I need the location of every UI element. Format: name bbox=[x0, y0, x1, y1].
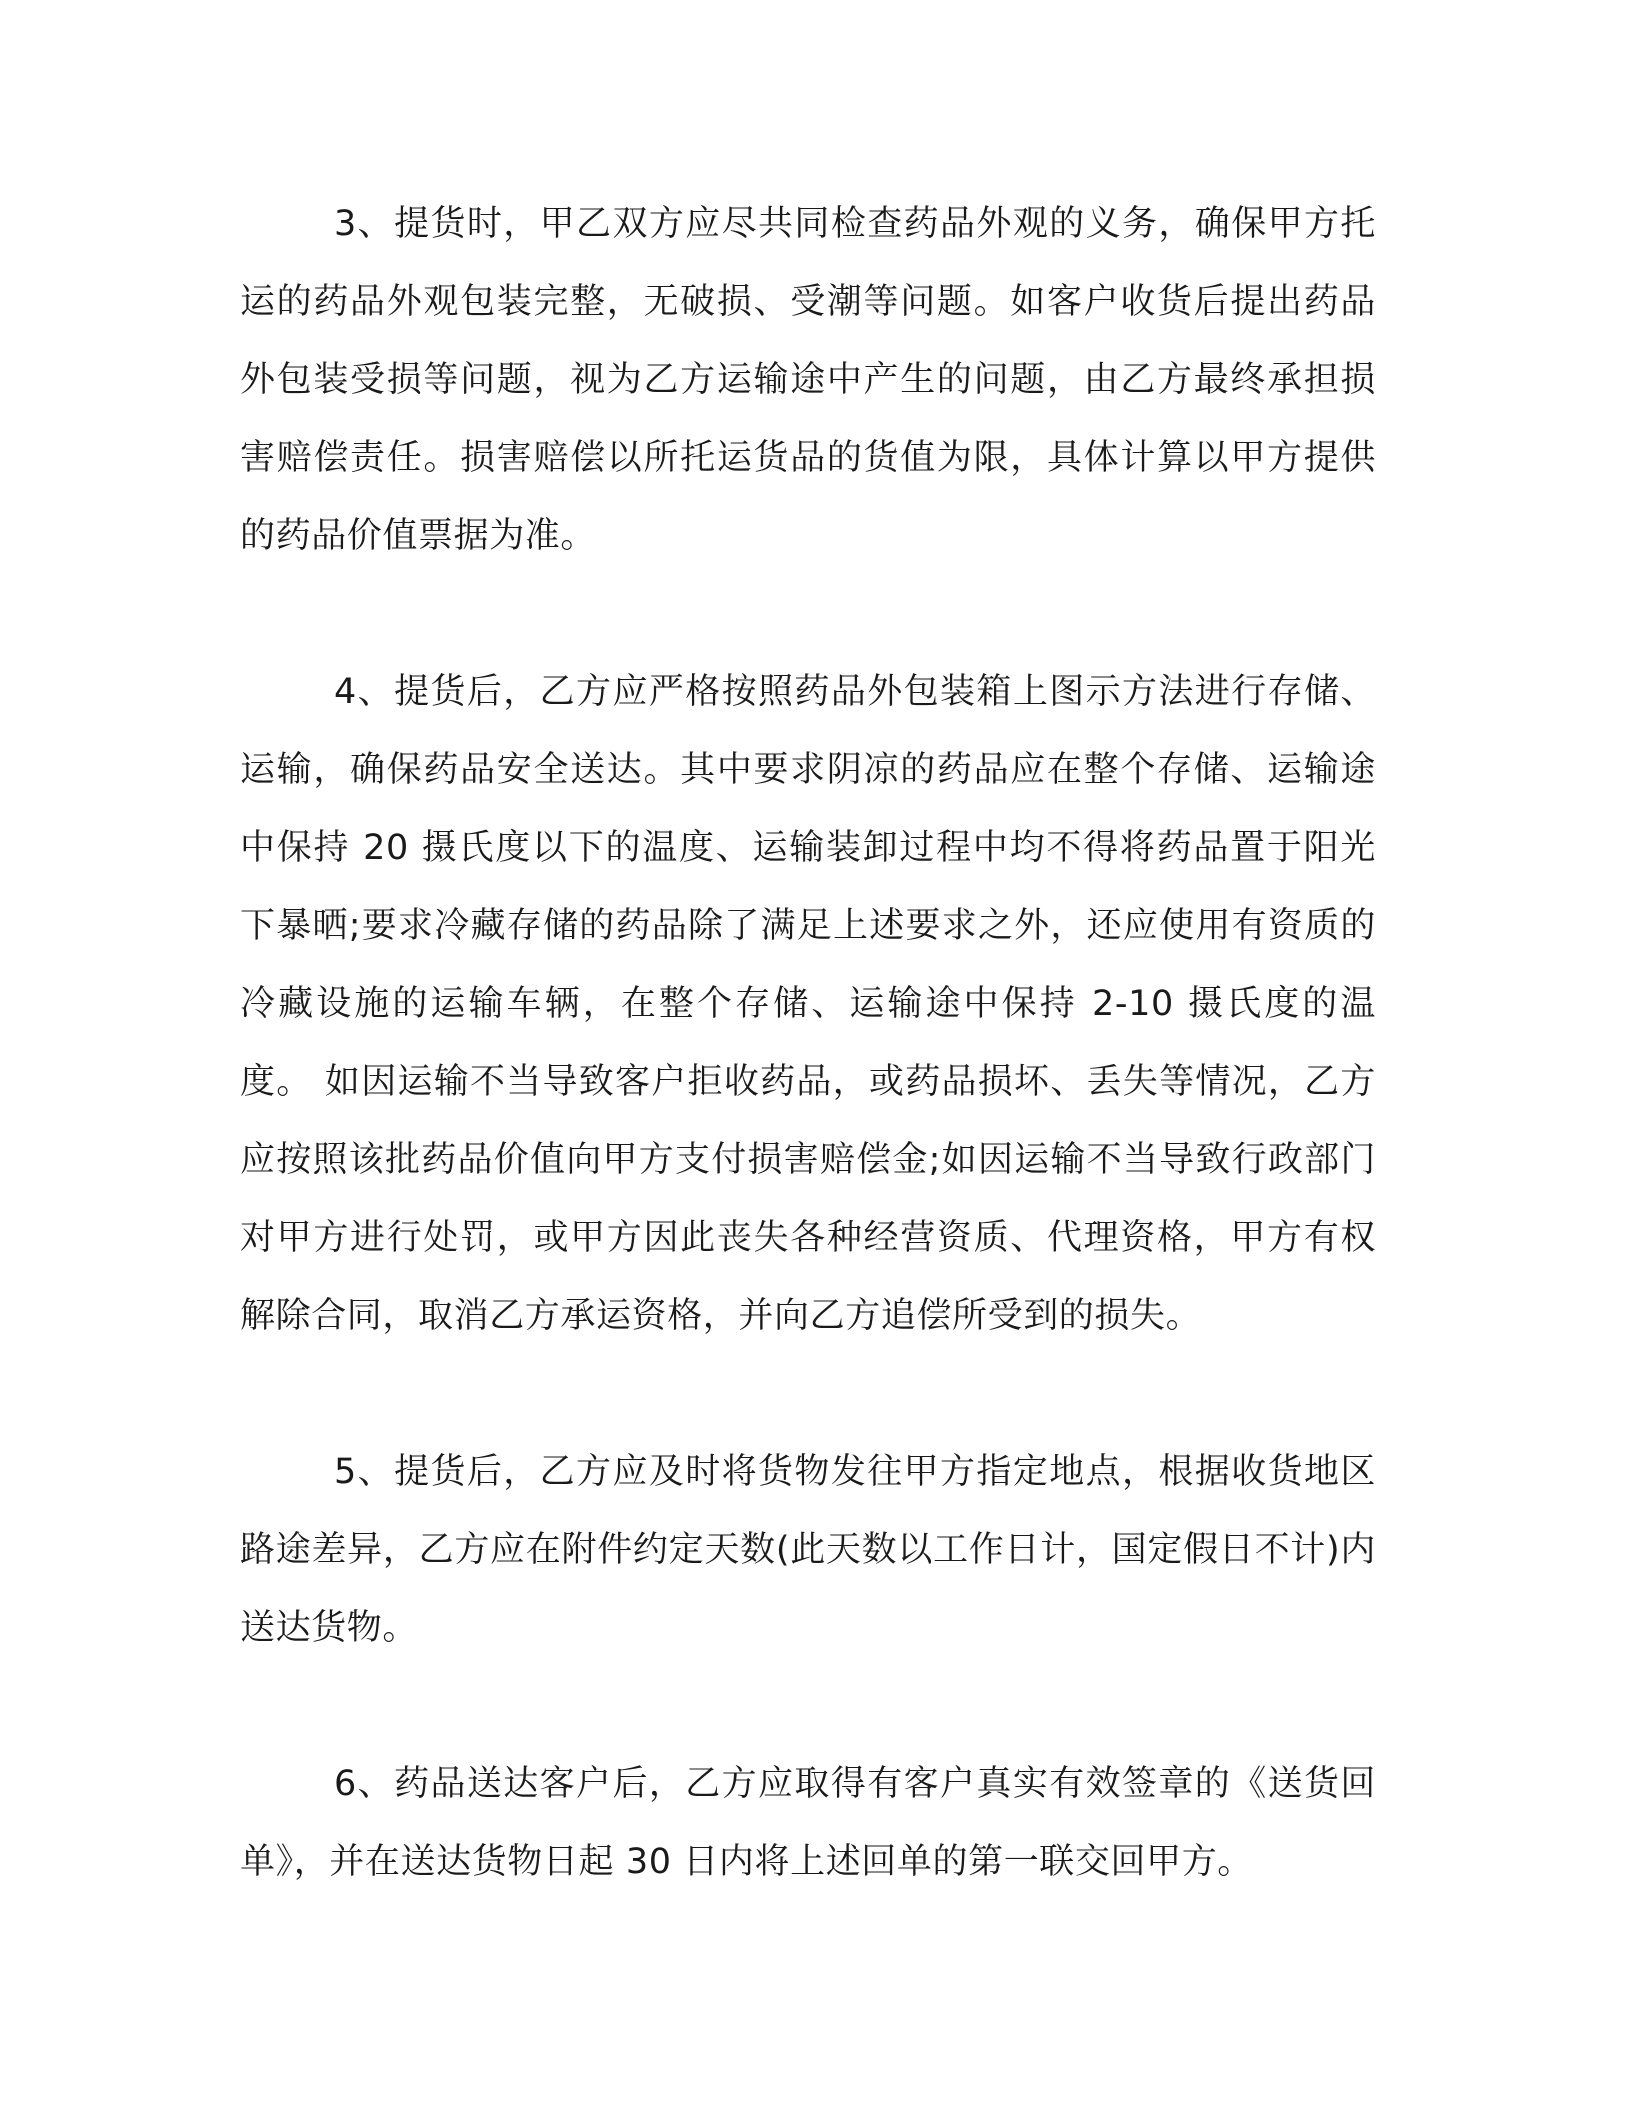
clause-3-paragraph: 3、提货时，甲乙双方应尽共同检查药品外观的义务，确保甲方托运的药品外观包装完整，无破损、受潮等问题。如客户收货后提出药品外包装受损等问题，视为乙方运输途中产生的问题，由乙方最终承担损害赔偿责任。损害赔偿以所托运货品的货值为限，具体计算以甲方提供的药品价值票据为准。 bbox=[240, 204, 1376, 556]
clause-4-paragraph: 4、提货后，乙方应严格按照药品外包装箱上图示方法进行存储、运输，确保药品安全送达。其中要求阴凉的药品应在整个存储、运输途中保持 20 摄氏度以下的温度、运输装卸过程中均不得将药品置于阳光下暴晒;要求冷藏存储的药品除了满足上述要求之外，还应使用有资质的冷藏设施的运输车辆，在整个存储、运输途中保持 2-10 摄氏度的温度。 如因运输不当导致客户拒收药品，或药品损坏、丢失等情况，乙方应按照该批药品价值向甲方支付损害赔偿金;如因运输不当导致行政部门对甲方进行处罚，或甲方因此丧失各种经营资质、代理资格，甲方有权解除合同，取消乙方承运资格，并向乙方追偿所受到的损失。 bbox=[240, 672, 1376, 1336]
clause-5-paragraph: 5、提货后，乙方应及时将货物发往甲方指定地点，根据收货地区路途差异，乙方应在附件约定天数(此天数以工作日计，国定假日不计)内送达货物。 bbox=[240, 1452, 1376, 1648]
clause-6-paragraph: 6、药品送达客户后，乙方应取得有客户真实有效签章的《送货回单》，并在送达货物日起 30 日内将上述回单的第一联交回甲方。 bbox=[240, 1764, 1376, 1882]
document-body bbox=[240, 185, 1376, 1901]
